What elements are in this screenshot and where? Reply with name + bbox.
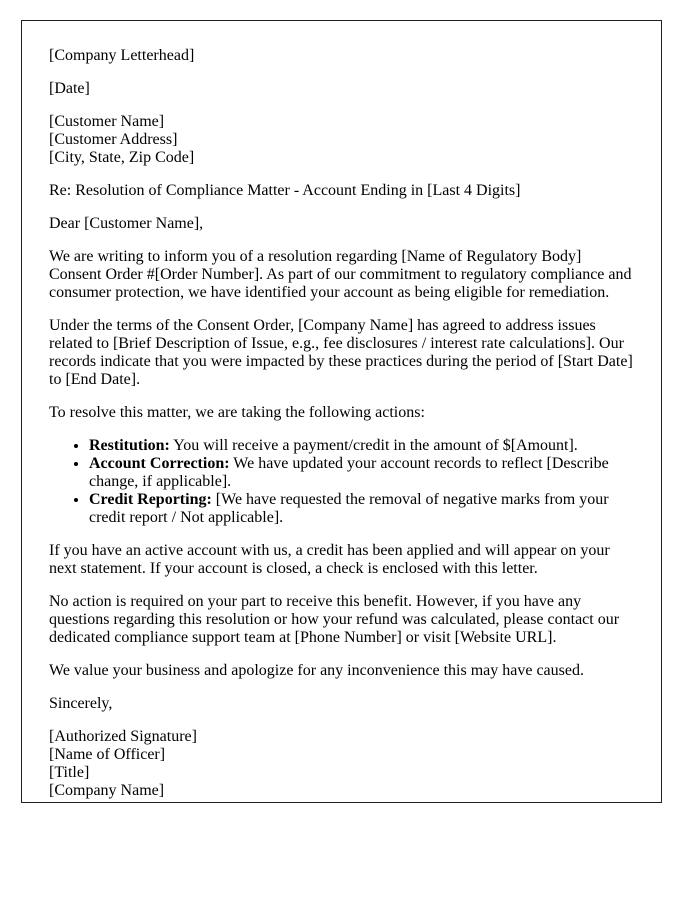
paragraph-actions-lead: To resolve this matter, we are taking the following actions: [49,404,425,421]
action-text-credit-reporting: [We have requested the removal of negative marks from your credit report / Not applicable]. [89,491,609,526]
salutation: Dear [Customer Name], [49,215,204,232]
action-text-account-correction: We have updated your account records to reflect [Describe change, if applicable]. [89,455,609,490]
action-label-credit-reporting: Credit Reporting: [89,491,212,508]
paragraph-active-account: If you have an active account with us, a credit has been applied and will appear on your next statement. If your account is closed, a check is enclosed with this letter. [49,542,610,577]
action-label-restitution: Restitution: [89,437,170,454]
letter-frame [21,20,662,803]
action-item-restitution [89,437,635,455]
recipient-block [49,113,635,167]
signature-company: [Company Name] [49,782,165,799]
subject-line: Re: Resolution of Compliance Matter - Account Ending in [Last 4 Digits] [49,182,521,199]
paragraph-apology: We value your business and apologize for any inconvenience this may have caused. [49,662,584,679]
paragraph-no-action: No action is required on your part to receive this benefit. However, if you have any questions regarding this resolution or how your refund was calculated, please contact our dedicated compliance support team at [Phone Number] or visit [Website URL]. [49,593,620,646]
actions-list [49,437,635,527]
recipient-address: [Customer Address] [49,131,178,148]
action-item-account-correction [89,455,635,491]
signature-block [49,728,635,800]
closing: Sincerely, [49,695,113,712]
recipient-city-state-zip: [City, State, Zip Code] [49,149,195,166]
paragraph-intro: We are writing to inform you of a resolution regarding [Name of Regulatory Body] Consent Order #[Order Number]. As part of our commitment to regulatory compliance and consumer protection, we have identified your account as being eligible for remediation. [49,248,632,301]
signature-title: [Title] [49,764,90,781]
signature-authorized: [Authorized Signature] [49,728,197,745]
signature-officer: [Name of Officer] [49,746,166,763]
letterhead: [Company Letterhead] [49,47,195,64]
date-line: [Date] [49,80,90,97]
action-item-credit-reporting [89,491,635,527]
action-label-account-correction: Account Correction: [89,455,230,472]
paragraph-terms: Under the terms of the Consent Order, [Company Name] has agreed to address issues related to [Brief Description of Issue, e.g., fee disclosures / interest rate calculations]. Our records indicate that you were impacted by these practices during the period of [Start Date] to [End Date]. [49,317,633,388]
action-text-restitution: You will receive a payment/credit in the amount of $[Amount]. [169,437,578,454]
recipient-name: [Customer Name] [49,113,165,130]
